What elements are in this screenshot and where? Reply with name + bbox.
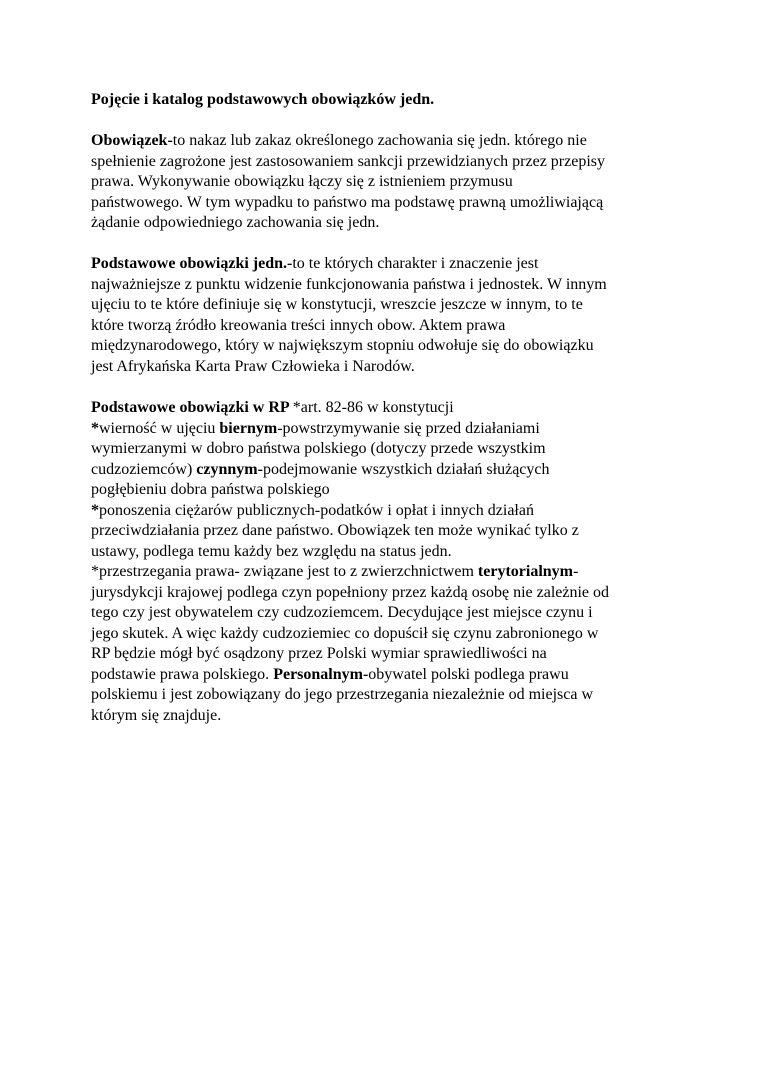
text-run: najważniejsze z punktu widzenie funkcjonowania państwa i jednostek. W innym bbox=[91, 275, 607, 293]
text-line bbox=[91, 213, 681, 234]
text-run: prawa. Wykonywanie obowiązku łączy się z istnieniem przymusu bbox=[91, 173, 513, 190]
text-line bbox=[91, 685, 681, 706]
text-line bbox=[91, 439, 681, 460]
text-run: to nakaz lub zakaz określonego zachowania się jedn. którego nie bbox=[172, 132, 587, 149]
text-line bbox=[91, 480, 681, 501]
text-line bbox=[91, 706, 681, 727]
text-line bbox=[91, 357, 681, 378]
bold-text-run: Personalnym- bbox=[273, 665, 369, 683]
text-line bbox=[91, 665, 681, 686]
text-run: jurysdykcji krajowej podlega czyn popełniony przez każdą osobę nie zależnie od bbox=[91, 583, 610, 601]
text-line bbox=[91, 193, 681, 214]
bold-text-run: Podstawowe obowiązki jedn.- bbox=[91, 255, 293, 272]
text-run: polskiemu i jest zobowiązany do jego przestrzegania niezależnie od miejsca w bbox=[91, 686, 594, 703]
text-run: jest Afrykańska Karta Praw Człowieka i Narodów. bbox=[91, 357, 415, 375]
text-run: - bbox=[572, 563, 579, 580]
bold-text-run: czynnym- bbox=[196, 460, 263, 478]
text-line bbox=[91, 398, 681, 419]
text-run: podejmowanie wszystkich działań służących bbox=[262, 460, 550, 478]
text-run: wymierzanymi w dobro państwa polskiego (dotyczy przede wszystkim bbox=[91, 440, 546, 457]
text-run: ponoszenia ciężarów publicznych-podatków i opłat i innych działań bbox=[99, 501, 534, 519]
text-run: którym się znajduje. bbox=[91, 706, 222, 724]
text-run: pogłębieniu dobra państwa polskiego bbox=[91, 481, 330, 498]
text-run: cudzoziemców) bbox=[91, 460, 197, 478]
text-line bbox=[91, 172, 681, 193]
text-line bbox=[91, 603, 681, 624]
text-line bbox=[91, 336, 681, 357]
text-run: międzynarodowego, który w największym stopniu odwołuje się do obowiązku bbox=[91, 337, 594, 354]
text-run: żądanie odpowiedniego zachowania się jedn. bbox=[91, 214, 380, 231]
text-run: jego skutek. A więc każdy cudzoziemiec co dopuścił się czynu zabronionego w bbox=[91, 624, 599, 642]
bold-text-run: * bbox=[91, 501, 99, 519]
text-line bbox=[91, 275, 681, 296]
text-run: które tworzą źródło kreowania treści innych obow. Aktem prawa bbox=[91, 316, 506, 334]
text-run: RP będzie mógł być osądzony przez Polski wymiar sprawiedliwości na bbox=[91, 645, 547, 662]
text-line bbox=[91, 152, 681, 173]
text-line bbox=[91, 131, 681, 152]
text-line bbox=[91, 562, 681, 583]
text-line bbox=[91, 295, 681, 316]
text-line bbox=[91, 644, 681, 665]
text-run: *przestrzegania prawa- związane jest to z zwierzchnictwem bbox=[91, 563, 478, 580]
text-run: obywatel polski podlega prawu bbox=[368, 665, 569, 683]
document-title-block bbox=[91, 90, 681, 111]
bold-text-run: Obowiązek- bbox=[91, 132, 173, 149]
text-run: przeciwdziałania przez dane państwo. Obowiązek ten może wynikać tylko z bbox=[91, 522, 579, 539]
text-line bbox=[91, 460, 681, 481]
text-line bbox=[91, 624, 681, 645]
text-run: -powstrzymywanie się przed działaniami bbox=[277, 419, 540, 437]
text-line bbox=[91, 419, 681, 440]
section-obowiazek bbox=[91, 131, 681, 234]
text-line bbox=[91, 583, 681, 604]
bold-text-run: * bbox=[91, 419, 99, 437]
text-line bbox=[91, 521, 681, 542]
text-line bbox=[91, 542, 681, 563]
text-run: podstawie prawa polskiego. bbox=[91, 665, 274, 683]
bold-text-run: biernym bbox=[219, 419, 278, 437]
document-title bbox=[91, 90, 681, 111]
text-run: ustawy, podlega temu każdy bez względu na status jedn. bbox=[91, 542, 452, 560]
text-run: ujęciu to te które definiuje się w konstytucji, wreszcie jeszcze w innym, to te bbox=[91, 296, 583, 313]
section-podstawowe-obowiazki bbox=[91, 254, 681, 377]
text-line bbox=[91, 501, 681, 522]
document-title-text: Pojęcie i katalog podstawowych obowiązków jedn. bbox=[91, 91, 435, 108]
bold-text-run: terytorialnym bbox=[477, 563, 573, 580]
text-run: spełnienie zagrożone jest zastosowaniem sankcji przewidzianych przez przepisy bbox=[91, 152, 606, 170]
text-run: wierność w ujęciu bbox=[99, 419, 220, 437]
text-run: państwowego. W tym wypadku to państwo ma podstawę prawną umożliwiającą bbox=[91, 193, 604, 211]
text-line bbox=[91, 316, 681, 337]
bold-text-run: Podstawowe obowiązki w RP bbox=[91, 399, 293, 416]
text-run: tego czy jest obywatelem czy cudzoziemcem. Decydujące jest miejsce czynu i bbox=[91, 604, 593, 621]
text-run: to te których charakter i znaczenie jest bbox=[292, 255, 539, 272]
section-obowiazki-w-rp bbox=[91, 398, 681, 726]
text-line bbox=[91, 254, 681, 275]
text-run: *art. 82-86 w konstytucji bbox=[292, 399, 454, 416]
